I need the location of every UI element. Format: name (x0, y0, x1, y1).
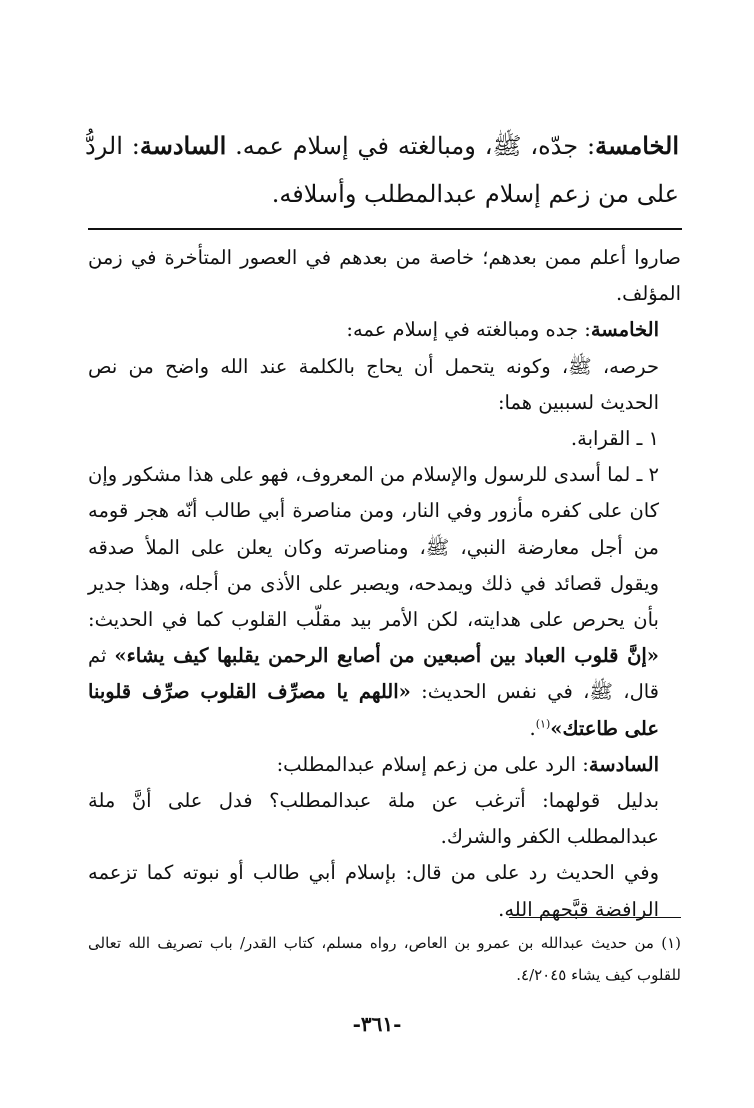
footnote-reference[interactable]: (١) (535, 717, 551, 731)
chapter-summary-header (85, 122, 679, 218)
summary-text-fifth: : جدّه، ﷺ، ومبالغته في إسلام عمه. (235, 132, 596, 160)
footnote-divider (509, 917, 681, 918)
summary-text-sixth: : الردُّ على من زعم إسلام عبدالمطلب وأسلافه. (85, 132, 679, 208)
paragraph (88, 457, 681, 747)
section-label: السادسة (588, 752, 659, 776)
footnote: (١) من حديث عبدالله بن عمرو بن العاص، رواه مسلم، كتاب القدر/ باب تصريف الله تعالى للقلوب كيف يشاء ٤/٢٠٤٥. (88, 934, 681, 984)
list-item: ١ ـ القرابة. (570, 427, 659, 451)
main-text (88, 240, 681, 928)
section-heading-fifth (88, 312, 681, 348)
header-divider (88, 228, 682, 230)
hadith-quote: «اللهم يا مصرِّف القلوب صرِّف قلوبنا على طاعتك» (88, 680, 659, 740)
summary-label-sixth: السادسة (139, 131, 227, 160)
page-number: -٣٦١- (352, 1012, 402, 1036)
paragraph-text: . (529, 716, 536, 740)
section-title: : جده ومبالغته في إسلام عمه: (346, 318, 591, 342)
section-label: الخامسة (590, 318, 659, 342)
section-title: : الرد على من زعم إسلام عبدالمطلب: (276, 752, 589, 776)
paragraph: حرصه، ﷺ، وكونه يتحمل أن يحاج بالكلمة عند الله واضح من نص الحديث لسببين هما: (88, 354, 659, 414)
section-heading-sixth (88, 747, 681, 783)
paragraph: وفي الحديث رد على من قال: بإسلام أبي طالب أو نبوته كما تزعمه الرافضة قبَّحهم الله. (88, 861, 659, 921)
paragraph: صاروا أعلم ممن بعدهم؛ خاصة من بعدهم في العصور المتأخرة في زمن المؤلف. (88, 246, 681, 306)
paragraph-text: ٢ ـ لما أسدى للرسول والإسلام من المعروف، فهو على هذا مشكور وإن كان على كفره مأزور وفي النار، ومن مناصرة أبي طالب أنّه هجر قومه من أجل معارضة النبي، ﷺ، ومناصرته وكان يعلن على الملأ صدقه ويقول قصائد في ذلك ويمدحه، ويصبر على الأذى من أجله، وهذا جدير بأن يحرص على هدايته، لكن الأمر بيد مقلّب القلوب كما في الحديث: (88, 463, 659, 632)
summary-label-fifth: الخامسة (595, 131, 679, 160)
hadith-quote: «إنَّ قلوب العباد بين أصبعين من أصابع الرحمن يقلبها كيف يشاء» (114, 644, 659, 668)
paragraph-text: ثم قال، ﷺ، في نفس الحديث: (88, 644, 659, 704)
paragraph: بدليل قولهما: أترغب عن ملة عبدالمطلب؟ فدل على أنَّ ملة عبدالمطلب الكفر والشرك. (88, 789, 659, 849)
